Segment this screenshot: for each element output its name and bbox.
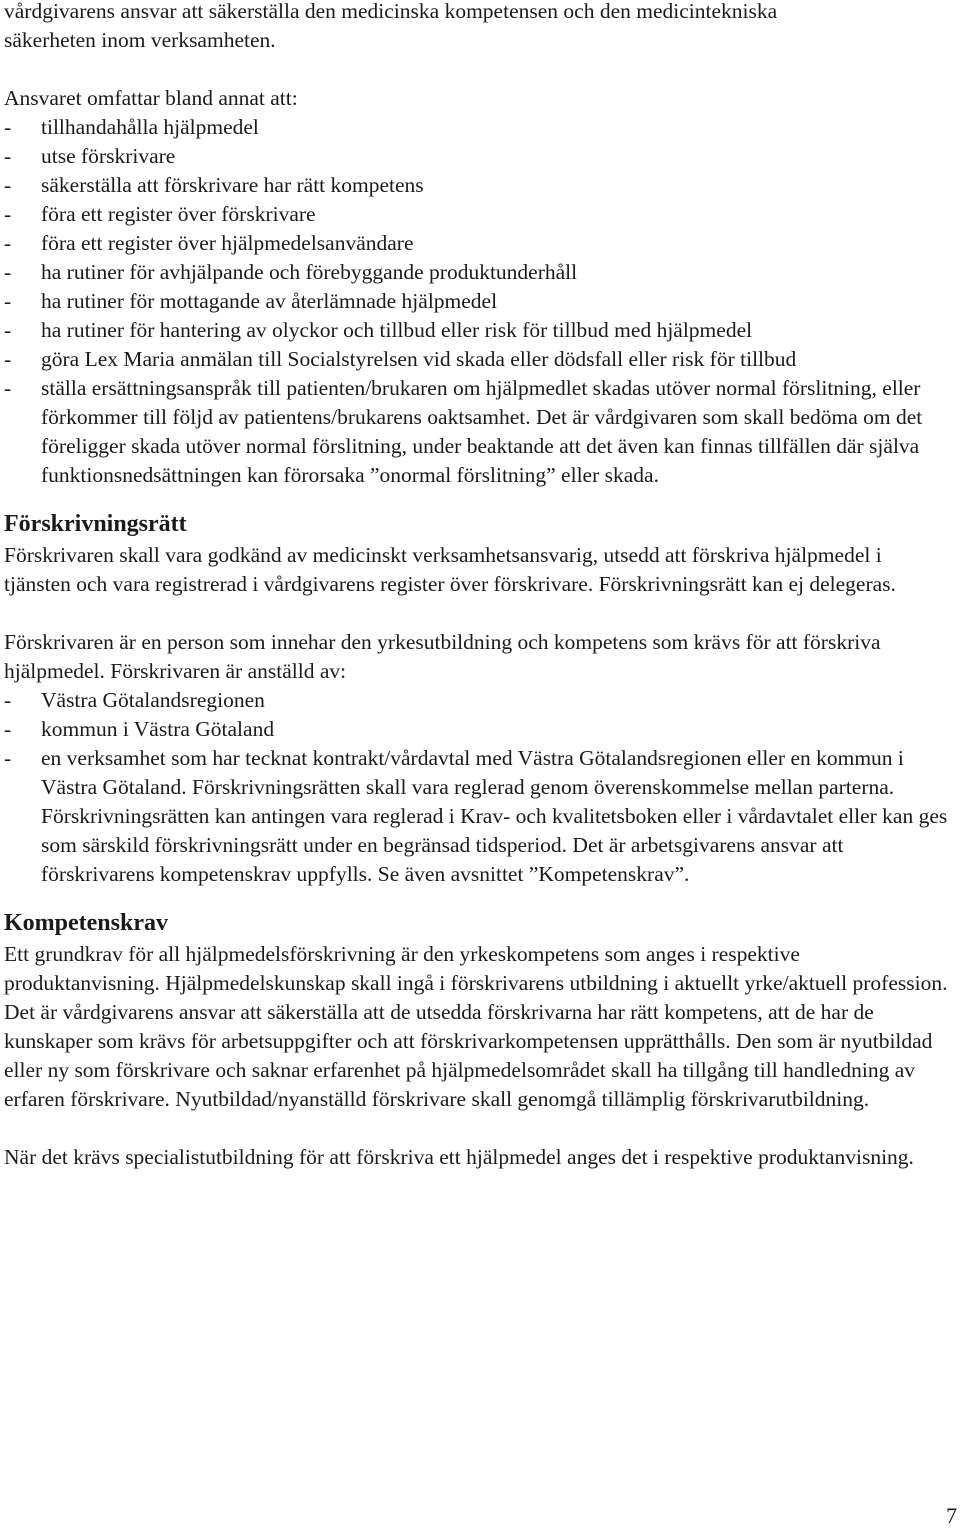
list-item: - föra ett register över förskrivare	[4, 202, 316, 226]
forskrivningsratt-paragraph-2: Förskrivaren är en person som innehar den yrkesutbildning och kompetens som krävs för att förskriva hjälpmedel. Förskrivaren är anställd av:	[4, 630, 881, 683]
document-page	[4, 0, 950, 1172]
paragraph-gap	[4, 55, 950, 84]
list-item: - en verksamhet som har tecknat kontrakt/vårdavtal med Västra Götalandsregionen eller en kommun i Västra Götaland. Förskrivningsrätten skall vara reglerad genom överenskommelse mellan parterna. Förskrivningsrätten kan antingen vara reglerad i Krav- och kvalitetsboken eller i vårdavtalet eller kan ges som särskild förskrivningsrätt under en begränsad tidsperiod. Det är arbetsgivarens ansvar att förskrivarens kompetenskrav uppfylls. Se även avsnittet ”Kompetenskrav”.	[4, 746, 948, 886]
paragraph-gap	[4, 599, 950, 628]
list-item: - ha rutiner för mottagande av återlämnade hjälpmedel	[4, 289, 498, 313]
responsibility-list-intro: Ansvaret omfattar bland annat att:	[4, 86, 298, 110]
list-item: - ha rutiner för hantering av olyckor och tillbud eller risk för tillbud med hjälpmedel	[4, 318, 753, 342]
list-item: - ställa ersättningsanspråk till patienten/brukaren om hjälpmedlet skadas utöver normal förslitning, eller förkommer till följd av patientens/brukarens oaktsamhet. Det är vårdgivaren som skall bedöma om det föreligger skada utöver normal förslitning, under beaktande att det även kan finnas tillfällen där själva funktionsnedsättningen kan förorsaka ”onormal förslitning” eller skada.	[4, 376, 923, 487]
paragraph-gap	[4, 1114, 950, 1143]
list-item: - utse förskrivare	[4, 144, 176, 168]
list-item: - föra ett register över hjälpmedelsanvändare	[4, 231, 414, 255]
kompetenskrav-paragraph-2: När det krävs specialistutbildning för att förskriva ett hjälpmedel anges det i respektive produktanvisning.	[4, 1145, 914, 1169]
continuation-line-2: säkerheten inom verksamheten.	[4, 28, 276, 52]
list-item: - ha rutiner för avhjälpande och förebyggande produktunderhåll	[4, 260, 578, 284]
responsibility-list	[4, 113, 950, 490]
continuation-line-1: vårdgivarens ansvar att säkerställa den medicinska kompetensen och den medicintekniska	[4, 0, 778, 23]
list-item: - kommun i Västra Götaland	[4, 717, 275, 741]
list-item: - Västra Götalandsregionen	[4, 688, 265, 712]
list-item: - göra Lex Maria anmälan till Socialstyrelsen vid skada eller dödsfall eller risk för tillbud	[4, 347, 797, 371]
heading-forskrivningsratt: Förskrivningsrätt	[4, 511, 187, 537]
employer-list	[4, 686, 950, 889]
list-item: - säkerställa att förskrivare har rätt kompetens	[4, 173, 424, 197]
heading-kompetenskrav: Kompetenskrav	[4, 910, 168, 936]
forskrivningsratt-paragraph-1: Förskrivaren skall vara godkänd av medicinskt verksamhetsansvarig, utsedd att förskriva hjälpmedel i tjänsten och vara registrerad i vårdgivarens register över förskrivare. Förskrivningsrätt kan ej delegeras.	[4, 543, 896, 596]
page-number: 7	[946, 1503, 957, 1528]
list-item: - tillhandahålla hjälpmedel	[4, 115, 259, 139]
kompetenskrav-paragraph-1: Ett grundkrav för all hjälpmedelsförskrivning är den yrkeskompetens som anges i respektive produktanvisning. Hjälpmedelskunskap skall ingå i förskrivarens utbildning i aktuellt yrke/aktuell profession. Det är vårdgivarens ansvar att säkerställa att de utsedda förskrivarna har rätt kompetens, att de har de kunskaper som krävs för arbetsuppgifter och att förskrivarkompetensen upprätthålls. Den som är nyutbildad eller ny som förskrivare och saknar erfarenhet på hjälpmedelsområdet skall ha tillgång till handledning av erfaren förskrivare. Nyutbildad/nyanställd förskrivare skall genomgå tillämplig förskrivarutbildning.	[4, 942, 948, 1111]
